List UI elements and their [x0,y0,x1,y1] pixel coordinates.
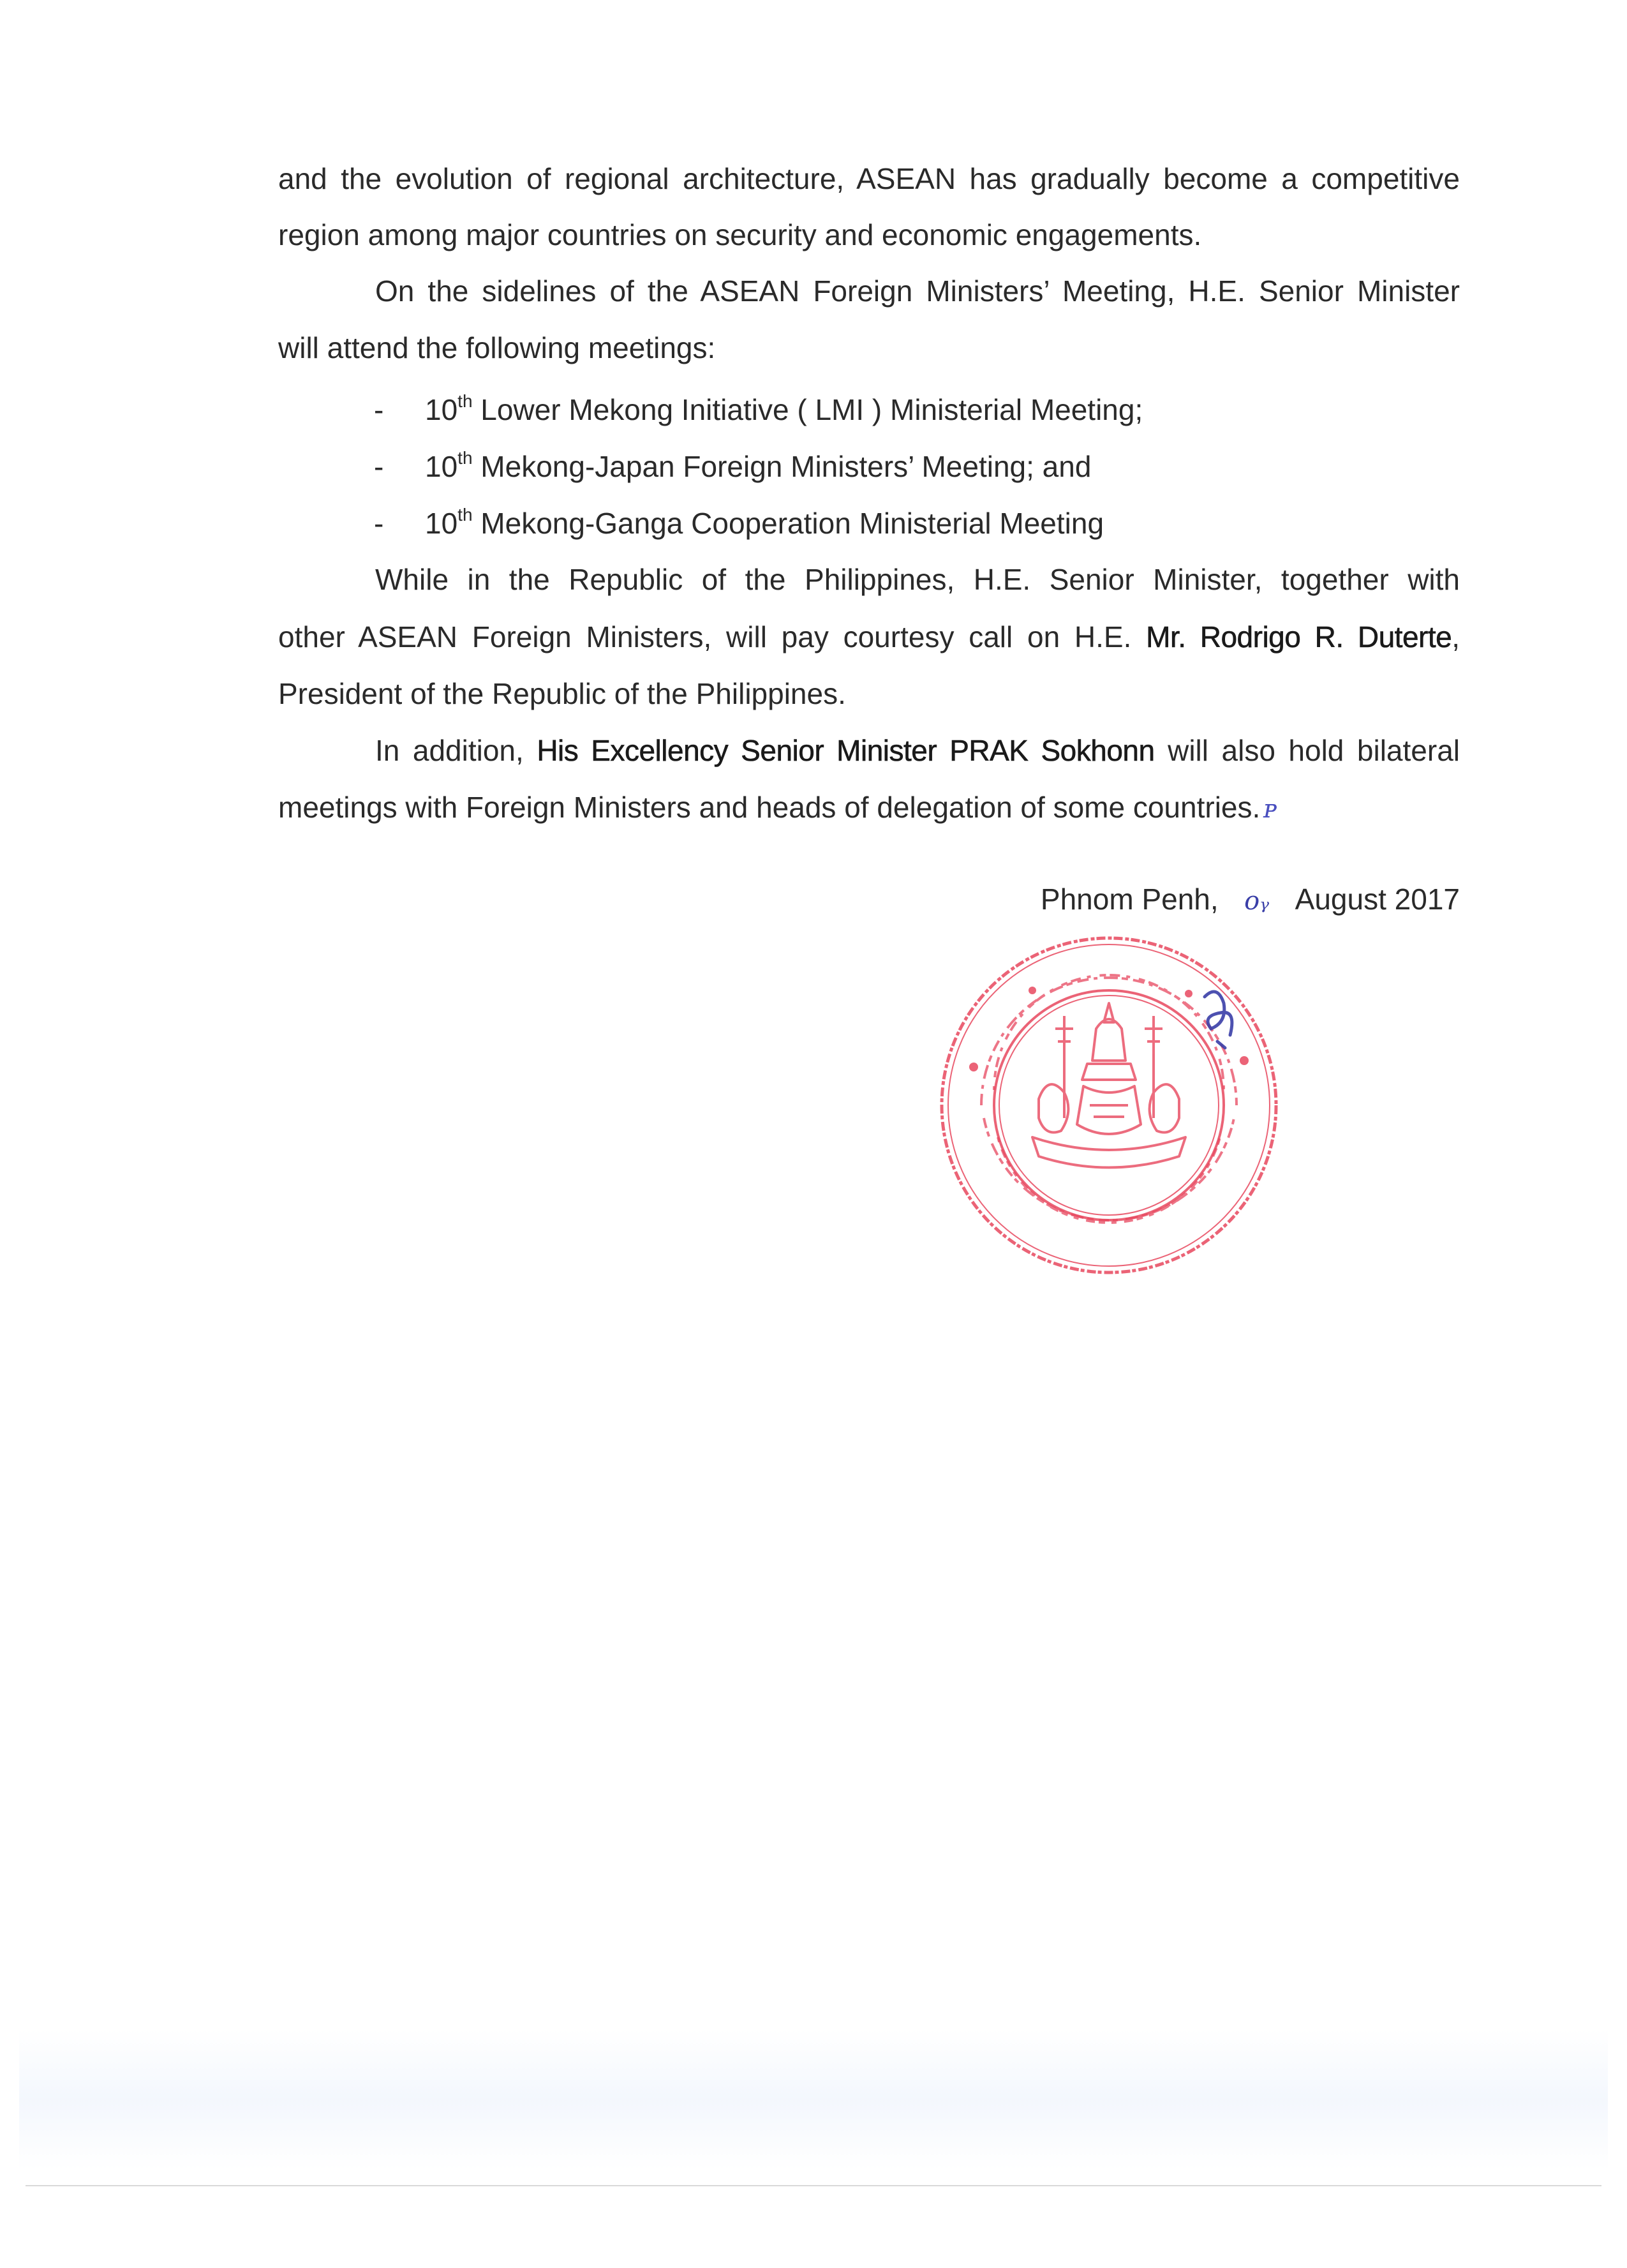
paragraph-2-line-1: On the sidelines of the ASEAN Foreign Ministers’ Meeting, H.E. Senior Minister [375,274,1460,308]
paragraph-4-line-2 [278,788,1277,828]
list-item-text: Mekong-Ganga Cooperation Ministerial Meeting [472,507,1104,540]
handwritten-day: oᵧ [1244,886,1270,916]
ordinal-suffix: th [457,391,473,411]
place-name: Phnom Penh, [1040,883,1219,916]
official-seal-stamp [937,933,1281,1278]
list-item [425,447,1091,486]
list-item-text: Lower Mekong Initiative ( LMI ) Ministerial Meeting; [472,393,1143,426]
paragraph-2-line-2: will attend the following meetings: [278,331,716,364]
scan-tint [19,2029,1608,2170]
place-and-date [1041,880,1460,920]
paragraph-3-line-2 [278,618,1460,656]
handwritten-initial-mark: ᴘ [1263,795,1277,824]
paragraph-3-line-1: While in the Republic of the Philippines, H.E. Senior Minister, together with [375,563,1460,596]
list-item-text: Mekong-Japan Foreign Ministers’ Meeting; and [472,450,1092,483]
ordinal-number: 10 [425,450,458,483]
paragraph-3-comma: , [1452,620,1460,653]
president-name: Mr. Rodrigo R. Duterte [1146,620,1452,653]
list-item [425,504,1104,542]
bullet-dash: - [374,507,384,540]
bullet-dash: - [374,393,384,426]
paragraph-1-line-2: region among major countries on security and economic engagements. [278,218,1202,251]
paragraph-3-text: other ASEAN Foreign Ministers, will pay courtesy call on H.E. [278,620,1147,653]
paragraph-4-text: will also hold bilateral [1154,734,1460,767]
paragraph-3-line-3: President of the Republic of the Philippines. [278,677,846,710]
ordinal-number: 10 [425,507,458,540]
month-year: August 2017 [1295,883,1460,916]
paragraph-4-line-1 [375,731,1460,770]
bullet-dash: - [374,450,384,483]
minister-name: His Excellency Senior Minister PRAK Sokhonn [537,734,1155,767]
ordinal-suffix: th [457,505,473,525]
ordinal-suffix: th [457,448,473,468]
ordinal-number: 10 [425,393,458,426]
page-bottom-rule [26,2185,1601,2186]
paragraph-4-text: meetings with Foreign Ministers and heads of delegation of some countries. [278,791,1261,824]
paragraph-1-line-1: and the evolution of regional architecture, ASEAN has gradually become a competitive [278,162,1460,195]
list-item [425,391,1143,429]
paragraph-4-text: In addition, [375,734,537,767]
